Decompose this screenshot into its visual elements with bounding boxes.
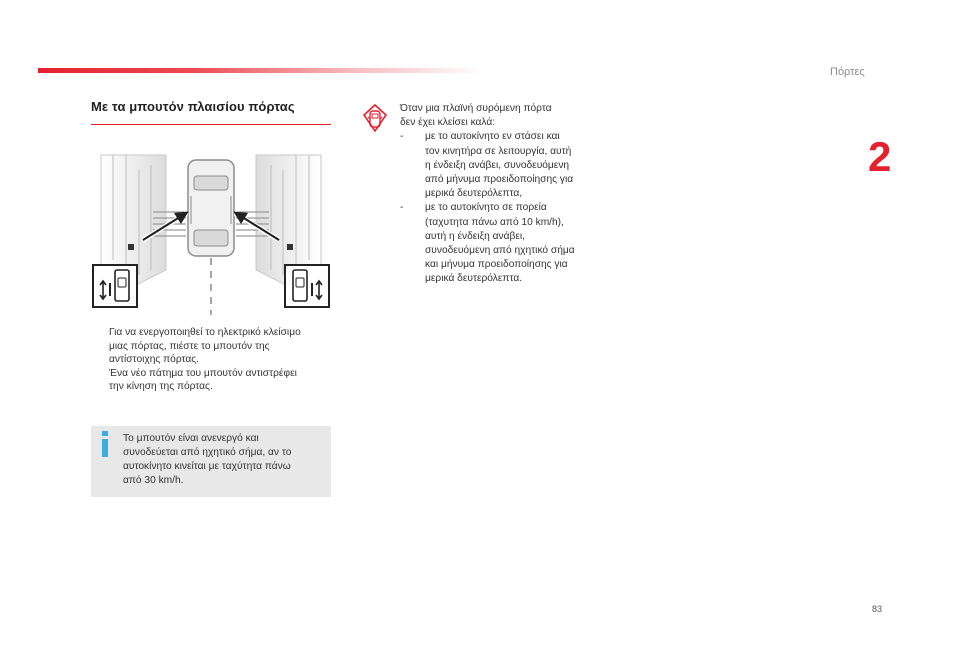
item-line: συνοδευόμενη από ηχητικό σήμα bbox=[425, 245, 575, 257]
intro-line: Όταν μια πλαϊνή συρόμενη πόρτα bbox=[400, 103, 552, 114]
dash-marker: - bbox=[400, 202, 404, 214]
warning-item bbox=[400, 201, 600, 286]
item-line: αυτή η ένδειξη ανάβει, bbox=[425, 230, 526, 242]
info-line: αυτοκίνητο κινείται με ταχύτητα πάνω bbox=[123, 461, 291, 472]
bullet-line: μιας πόρτας, πιέστε το μπουτόν της bbox=[109, 340, 270, 352]
warning-door-open-icon bbox=[362, 103, 388, 133]
warning-item bbox=[400, 130, 600, 201]
bullet-line: αντίστοιχης πόρτας. bbox=[109, 354, 199, 365]
item-line: μερικά δευτερόλεπτα. bbox=[425, 273, 523, 285]
item-line: και μήνυμα προειδοποίησης για bbox=[425, 259, 568, 271]
info-icon bbox=[99, 429, 111, 459]
info-note-text bbox=[123, 432, 327, 488]
page-heading: Με τα μπουτόν πλαισίου πόρτας bbox=[91, 99, 295, 114]
chapter-number: 2 bbox=[868, 133, 892, 180]
header-accent-bar bbox=[38, 68, 483, 73]
bullet-line: την κίνηση της πόρτας. bbox=[109, 381, 213, 392]
item-line: από μήνυμα προειδοποίησης για bbox=[425, 174, 574, 186]
item-line: η ένδειξη ανάβει, συνοδευόμενη bbox=[425, 159, 570, 171]
bullet-marker bbox=[93, 367, 109, 394]
bullet-line: Για να ενεργοποιηθεί το ηλεκτρικό κλείσιμο bbox=[109, 327, 301, 338]
page-number: 83 bbox=[872, 604, 883, 614]
bullet-item bbox=[93, 326, 333, 367]
item-line: τον κινητήρα σε λειτουργία, αυτή bbox=[425, 145, 572, 157]
dash-marker: - bbox=[400, 131, 404, 143]
item-line: με το αυτοκίνητο εν στάσει και bbox=[425, 131, 560, 143]
item-line: με το αυτοκίνητο σε πορεία bbox=[425, 202, 547, 214]
info-line: από 30 km/h. bbox=[123, 475, 184, 486]
bullet-item bbox=[93, 367, 333, 394]
heading-divider bbox=[91, 124, 331, 125]
bullet-marker bbox=[93, 326, 109, 367]
section-title: Πόρτες bbox=[830, 66, 865, 78]
bullet-line: Ένα νέο πάτημα του μπουτόν αντιστρέφει bbox=[109, 367, 297, 379]
van-top-view-door-buttons-illustration bbox=[91, 150, 331, 315]
item-line: μερικά δευτερόλεπτα, bbox=[425, 188, 523, 200]
info-line: Το μπουτόν είναι ανενεργό και bbox=[123, 433, 259, 444]
item-line: (ταχυτητα πάνω από 10 km/h), bbox=[425, 216, 564, 228]
instruction-bullets bbox=[93, 326, 333, 394]
intro-line: δεν έχει κλείσει καλά: bbox=[400, 117, 496, 129]
door-warning-text bbox=[400, 102, 600, 287]
info-line: συνοδεύεται από ηχητικό σήμα, αν το bbox=[123, 447, 292, 458]
